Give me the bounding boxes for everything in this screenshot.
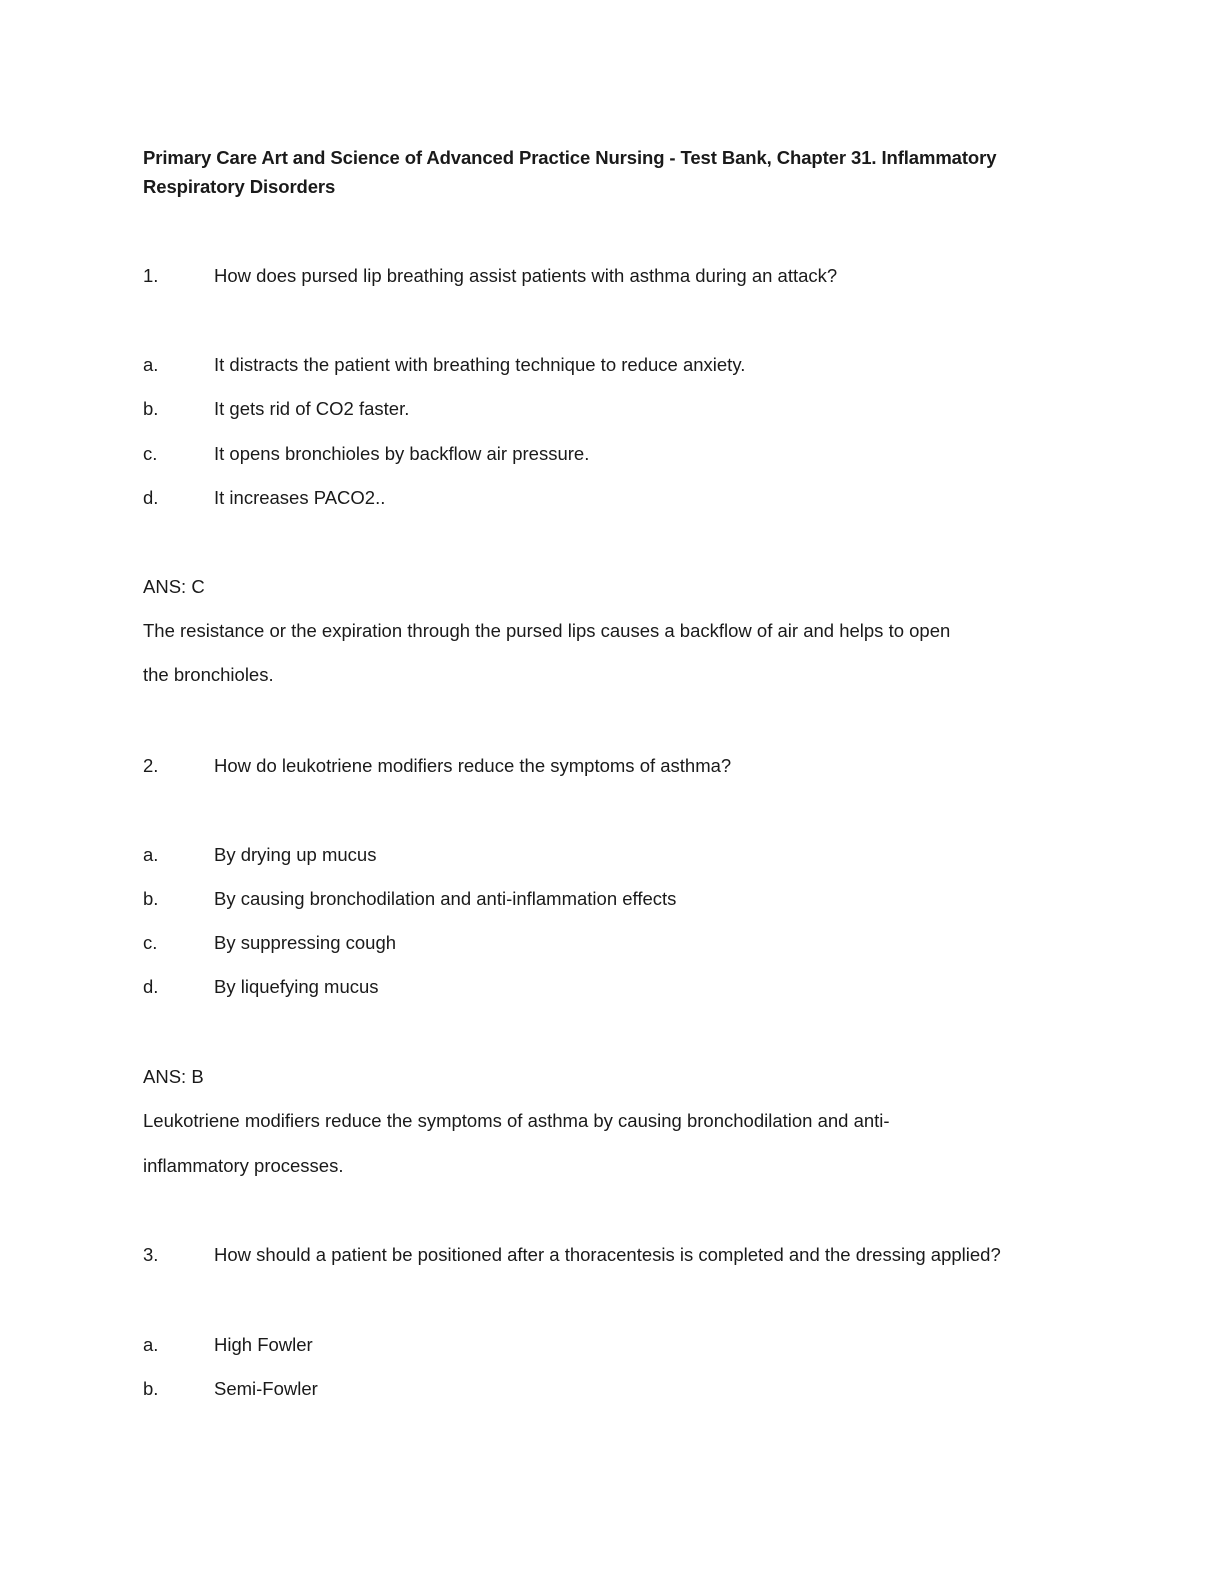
option-text: High Fowler — [214, 1334, 313, 1355]
question-text: How does pursed lip breathing assist patients with asthma during an attack? — [214, 265, 838, 286]
rationale-line: Leukotriene modifiers reduce the symptoms of asthma by causing bronchodilation and anti- — [143, 1110, 890, 1131]
option-letter: b. — [143, 398, 159, 419]
option-text: It gets rid of CO2 faster. — [214, 398, 410, 419]
option-text: By suppressing cough — [214, 932, 397, 953]
rationale-line: the bronchioles. — [143, 664, 274, 685]
rationale-line: The resistance or the expiration through the pursed lips causes a backflow of air and helps to open — [143, 620, 951, 641]
question-number: 2. — [143, 755, 159, 776]
option-letter: b. — [143, 1378, 159, 1399]
option-letter: a. — [143, 354, 159, 375]
option-letter: b. — [143, 888, 159, 909]
document-title: Primary Care Art and Science of Advanced Practice Nursing - Test Bank, Chapter 31. Inflammatory Respiratory Disorders — [143, 147, 997, 197]
option-letter: d. — [143, 976, 159, 997]
option-letter: a. — [143, 844, 159, 865]
question-text: How do leukotriene modifiers reduce the symptoms of asthma? — [214, 755, 732, 776]
option-text: Semi-Fowler — [214, 1378, 318, 1399]
option-text: It increases PACO2.. — [214, 487, 386, 508]
question-number: 1. — [143, 265, 159, 286]
option-letter: c. — [143, 443, 158, 464]
option-text: By causing bronchodilation and anti-inflammation effects — [214, 888, 677, 909]
option-text: It distracts the patient with breathing technique to reduce anxiety. — [214, 354, 746, 375]
option-letter: d. — [143, 487, 159, 508]
question-number: 3. — [143, 1244, 159, 1265]
option-text: It opens bronchioles by backflow air pressure. — [214, 443, 590, 464]
option-letter: a. — [143, 1334, 159, 1355]
option-text: By drying up mucus — [214, 844, 377, 865]
answer-key: ANS: B — [143, 1066, 204, 1087]
rationale-line: inflammatory processes. — [143, 1155, 344, 1176]
question-text: How should a patient be positioned after a thoracentesis is completed and the dressing applied? — [214, 1244, 1001, 1265]
option-text: By liquefying mucus — [214, 976, 379, 997]
option-letter: c. — [143, 932, 158, 953]
answer-key: ANS: C — [143, 576, 205, 597]
